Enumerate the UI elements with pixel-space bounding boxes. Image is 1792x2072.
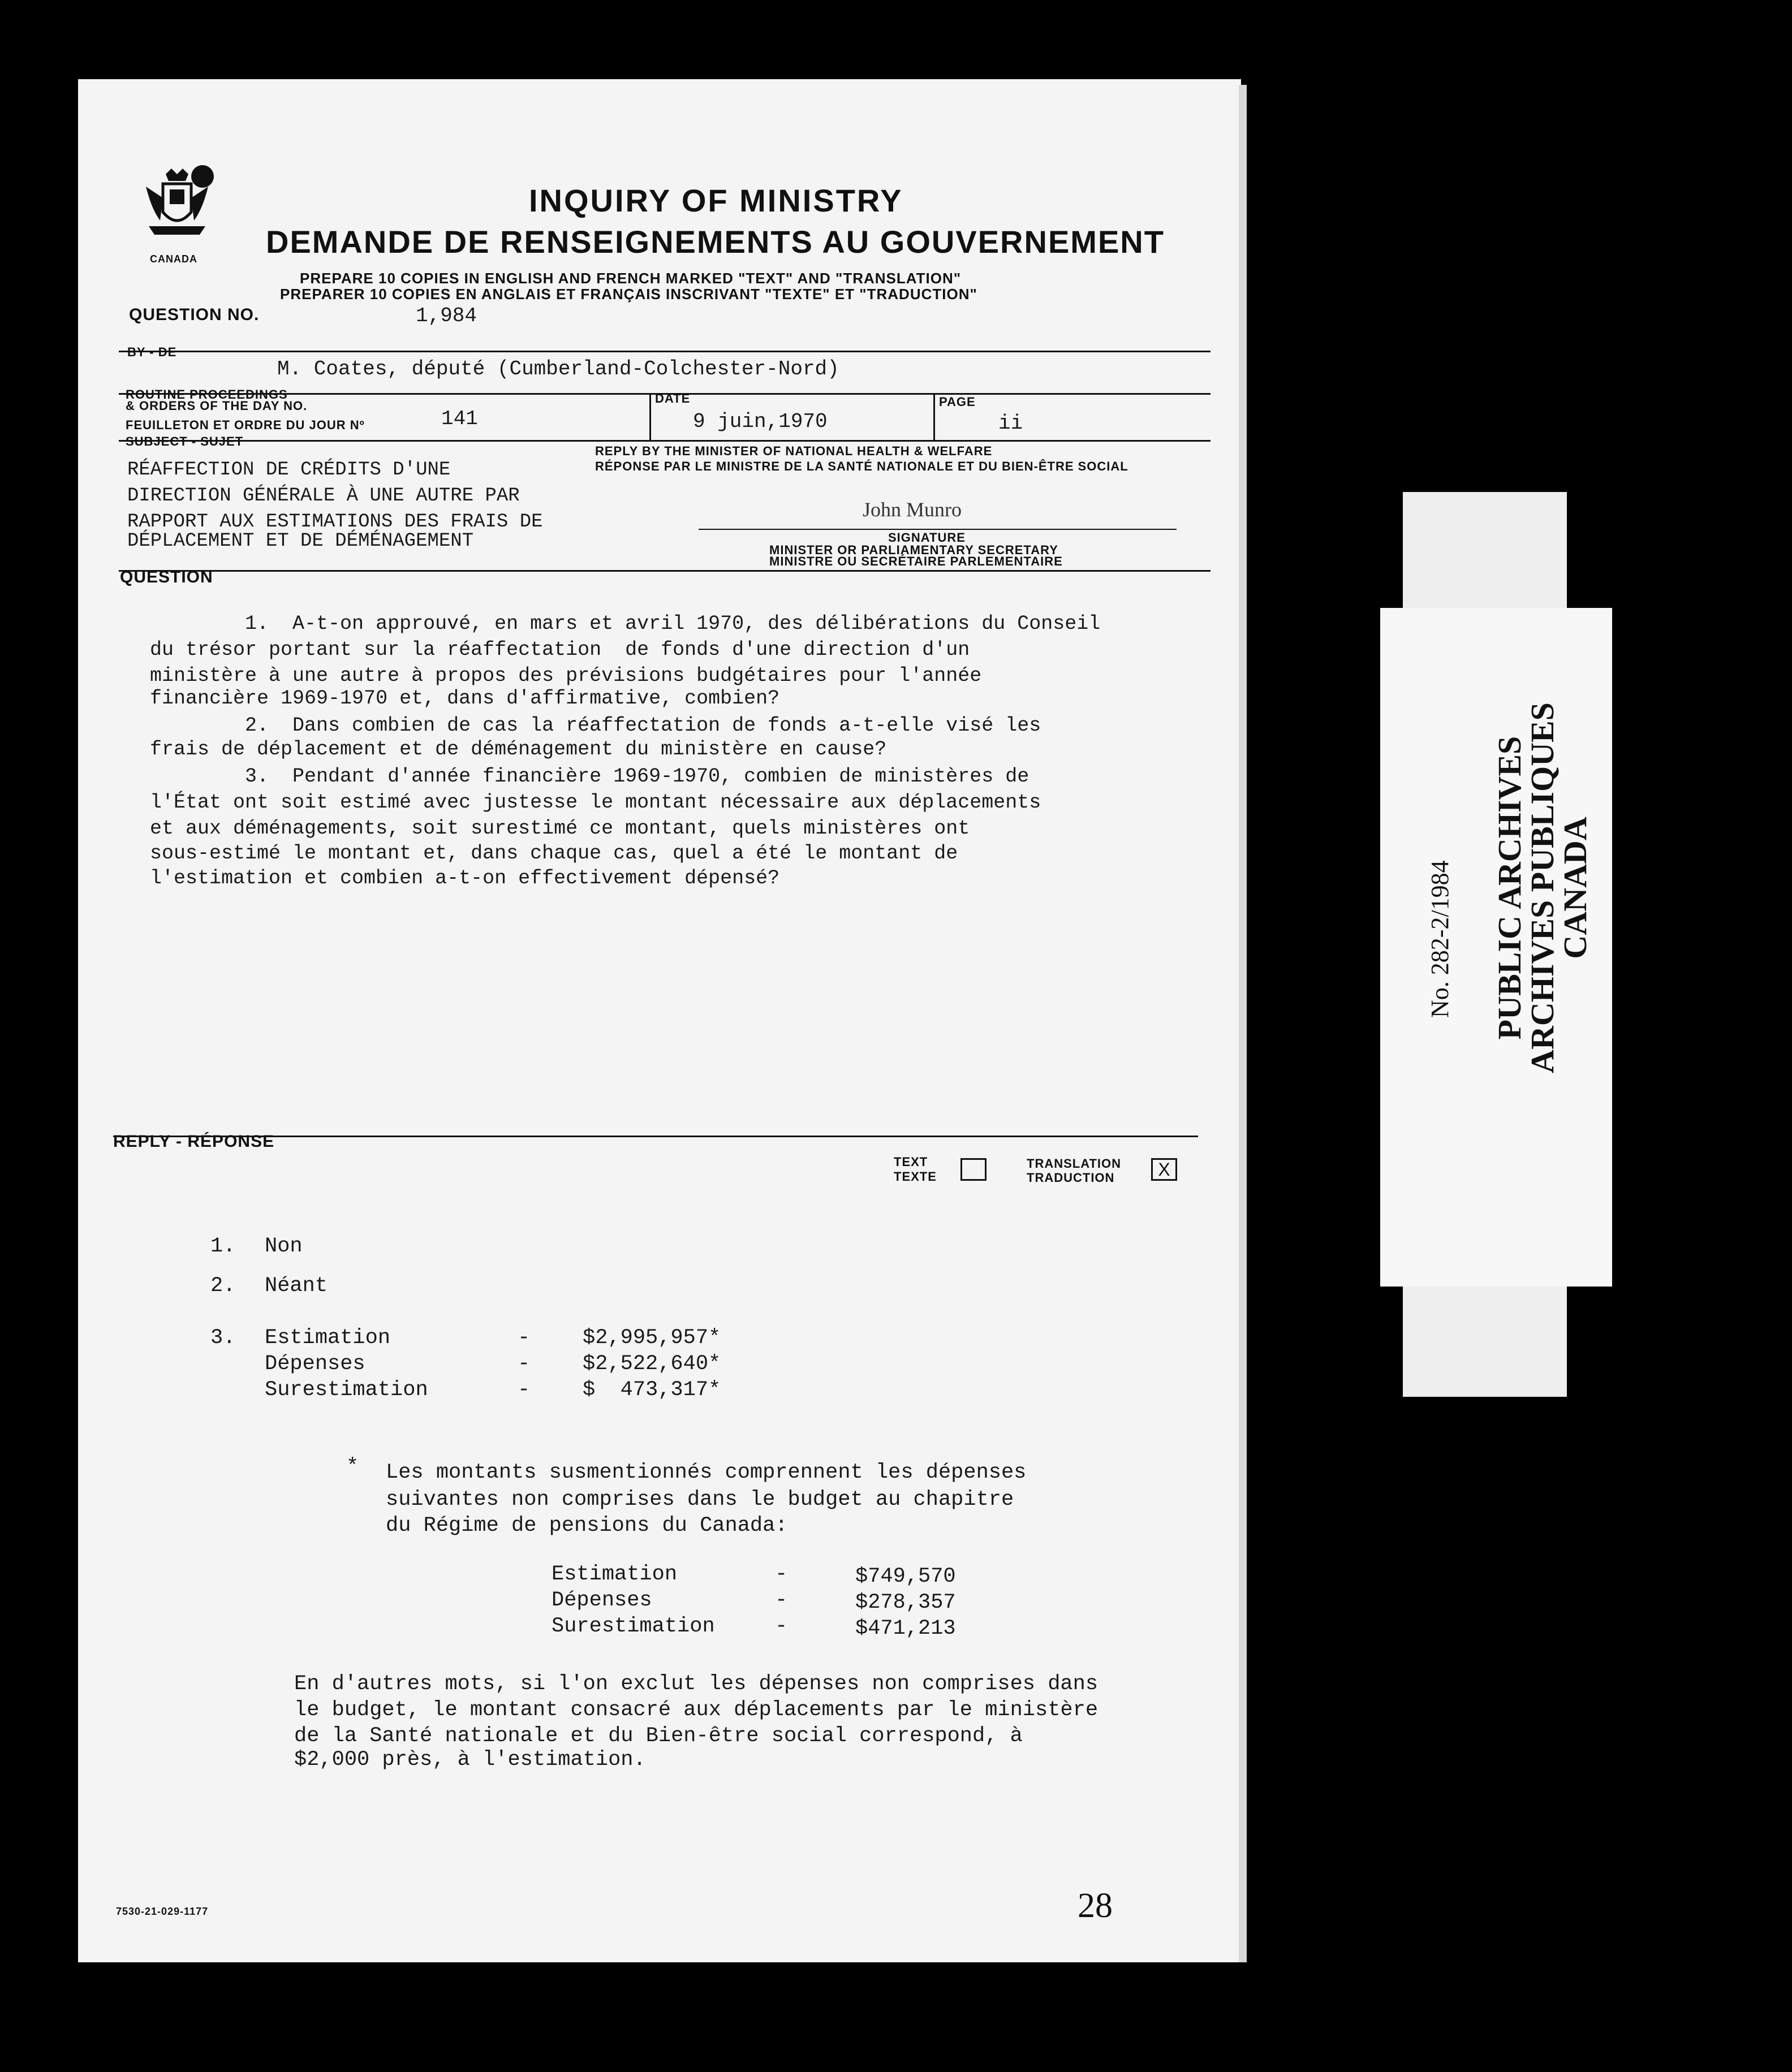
text-checkbox[interactable] (960, 1158, 987, 1181)
orders-value: 141 (441, 407, 478, 430)
closing-line: En d'autres mots, si l'on exclut les dépenses non comprises dans (294, 1672, 1099, 1696)
figure-label: Surestimation (265, 1378, 428, 1402)
question-line: du trésor portant sur la réaffectation de fonds d'une direction d'un (150, 638, 970, 661)
closing-line: $2,000 près, à l'estimation. (294, 1748, 646, 1772)
question-line: 3. Pendant d'année financière 1969-1970, combien de ministères de (150, 765, 1029, 788)
date-label: DATE (655, 391, 691, 405)
figure-dash: - (518, 1326, 531, 1350)
subject-line: DÉPLACEMENT ET DE DÉMÉNAGEMENT (127, 530, 474, 552)
translation-label-1: TRANSLATION (1027, 1156, 1122, 1171)
divider (933, 393, 935, 441)
cpp-dash: - (775, 1562, 788, 1586)
archive-reference-number: No. 282-2/1984 (1426, 860, 1454, 1018)
question-line: ministère à une autre à propos des prévisions budgétaires pour l'année (150, 664, 982, 687)
divider (119, 570, 1211, 572)
page-label: PAGE (939, 395, 976, 409)
question-no-label: QUESTION NO. (129, 305, 260, 324)
cpp-dash: - (775, 1588, 788, 1612)
cpp-amount: $749,570 (855, 1565, 956, 1588)
question-line: 1. A-t-on approuvé, en mars et avril 1970, des délibérations du Conseil (150, 612, 1101, 635)
cpp-label: Dépenses (552, 1588, 652, 1612)
closing-line: le budget, le montant consacré aux déplacements par le ministère (294, 1698, 1099, 1722)
subject-line: DIRECTION GÉNÉRALE À UNE AUTRE PAR (127, 485, 520, 507)
archive-line-3: CANADA (1557, 817, 1593, 959)
instruction-en: PREPARE 10 COPIES IN ENGLISH AND FRENCH MARKED "TEXT" AND "TRANSLATION" (300, 270, 962, 287)
cpp-dash: - (775, 1615, 788, 1638)
figure-dash: - (518, 1352, 531, 1376)
signature-label: SIGNATURE (888, 530, 966, 545)
text-label-2: TEXTE (894, 1169, 937, 1184)
question-line: l'estimation et combien a-t-on effectivement dépensé? (150, 867, 780, 890)
date-value: 9 juin,1970 (693, 410, 828, 433)
reply-label: REPLY - RÉPONSE (113, 1132, 275, 1151)
figure-amount: $ 473,317* (583, 1378, 721, 1402)
answer-number: 1. (210, 1234, 236, 1258)
by-label: BY - DE (127, 345, 177, 359)
reply-by-fr: RÉPONSE PAR LE MINISTRE DE LA SANTÉ NATIONALE ET DU BIEN-ÊTRE SOCIAL (595, 459, 1128, 473)
translation-checkbox[interactable]: X (1151, 1158, 1177, 1181)
divider (113, 1136, 1198, 1137)
archive-stamp (1493, 656, 1592, 1120)
title-fr: DEMANDE DE RENSEIGNEMENTS AU GOUVERNEMENT (266, 224, 1165, 260)
question-line: et aux déménagements, soit surestimé ce montant, quels ministères ont (150, 817, 970, 840)
translation-label-2: TRADUCTION (1027, 1171, 1115, 1185)
divider (119, 440, 1211, 442)
reply-by-en: REPLY BY THE MINISTER OF NATIONAL HEALTH & WELFARE (595, 444, 993, 458)
divider (649, 393, 651, 441)
subject-line: RÉAFFECTION DE CRÉDITS D'UNE (127, 459, 451, 481)
signatory-fr: MINISTRE OU SECRÉTAIRE PARLEMENTAIRE (769, 554, 1063, 568)
answer-number: 3. (210, 1326, 236, 1350)
signature: John Munro (863, 498, 962, 521)
instruction-fr: PREPARER 10 COPIES EN ANGLAIS ET FRANÇAIS INSCRIVANT "TEXTE" ET "TRADUCTION" (280, 286, 977, 303)
signature-line (699, 529, 1177, 530)
canada-coat-of-arms-icon (140, 164, 214, 249)
cpp-label: Surestimation (552, 1615, 715, 1638)
footnote-line: du Régime de pensions du Canada: (386, 1514, 788, 1538)
footnote-mark: * (346, 1455, 359, 1479)
divider (119, 351, 1211, 352)
page-edge (1239, 85, 1247, 1962)
page-value: ii (998, 412, 1023, 435)
question-line: 2. Dans combien de cas la réaffectation de fonds a-t-elle visé les (150, 714, 1041, 737)
footnote-line: Les montants susmentionnés comprennent les dépenses (386, 1461, 1027, 1484)
figure-dash: - (518, 1378, 531, 1402)
question-line: sous-estimé le montant et, dans chaque cas, quel a été le montant de (150, 842, 958, 865)
subject-line: RAPPORT AUX ESTIMATIONS DES FRAIS DE (127, 511, 543, 533)
archive-line-1: PUBLIC ARCHIVES (1491, 736, 1528, 1040)
cpp-label: Estimation (552, 1562, 678, 1586)
figure-label: Dépenses (265, 1352, 365, 1376)
orders-label-2: & ORDERS OF THE DAY NO. (126, 399, 308, 413)
orders-label-1: ROUTINE PROCEEDINGS (126, 387, 288, 402)
cpp-amount: $278,357 (855, 1591, 956, 1615)
answer-text: Non (265, 1234, 303, 1258)
cpp-amount: $471,213 (855, 1617, 956, 1641)
question-line: financière 1969-1970 et, dans d'affirmative, combien? (150, 687, 780, 710)
question-line: l'État ont soit estimé avec justesse le montant nécessaire aux déplacements (150, 791, 1041, 814)
signatory-en: MINISTER OR PARLIAMENTARY SECRETARY (769, 543, 1058, 557)
figure-amount: $2,522,640* (583, 1352, 721, 1376)
footnote-line: suivantes non comprises dans le budget au chapitre (386, 1488, 1014, 1512)
by-value: M. Coates, député (Cumberland-Colchester-Nord) (277, 357, 839, 381)
form-number: 7530-21-029-1177 (116, 1906, 209, 1917)
figure-amount: $2,995,957* (583, 1326, 721, 1350)
country-label: CANADA (150, 253, 197, 265)
text-label-1: TEXT (894, 1155, 928, 1169)
question-line: frais de déplacement et de déménagement du ministère en cause? (150, 738, 887, 761)
orders-label-3: FEUILLETON ET ORDRE DU JOUR Nº (126, 418, 365, 432)
subject-label: SUBJECT - SUJET (126, 434, 244, 448)
question-label: QUESTION (120, 568, 213, 586)
answer-text: Néant (265, 1274, 328, 1298)
question-no-value: 1,984 (416, 304, 477, 327)
answer-number: 2. (210, 1274, 236, 1298)
figure-label: Estimation (265, 1326, 391, 1350)
title-en: INQUIRY OF MINISTRY (529, 183, 903, 218)
closing-line: de la Santé nationale et du Bien-être social correspond, à (294, 1724, 1023, 1748)
archive-line-2: ARCHIVES PUBLIQUES (1524, 702, 1561, 1073)
page-number: 28 (1078, 1887, 1113, 1925)
